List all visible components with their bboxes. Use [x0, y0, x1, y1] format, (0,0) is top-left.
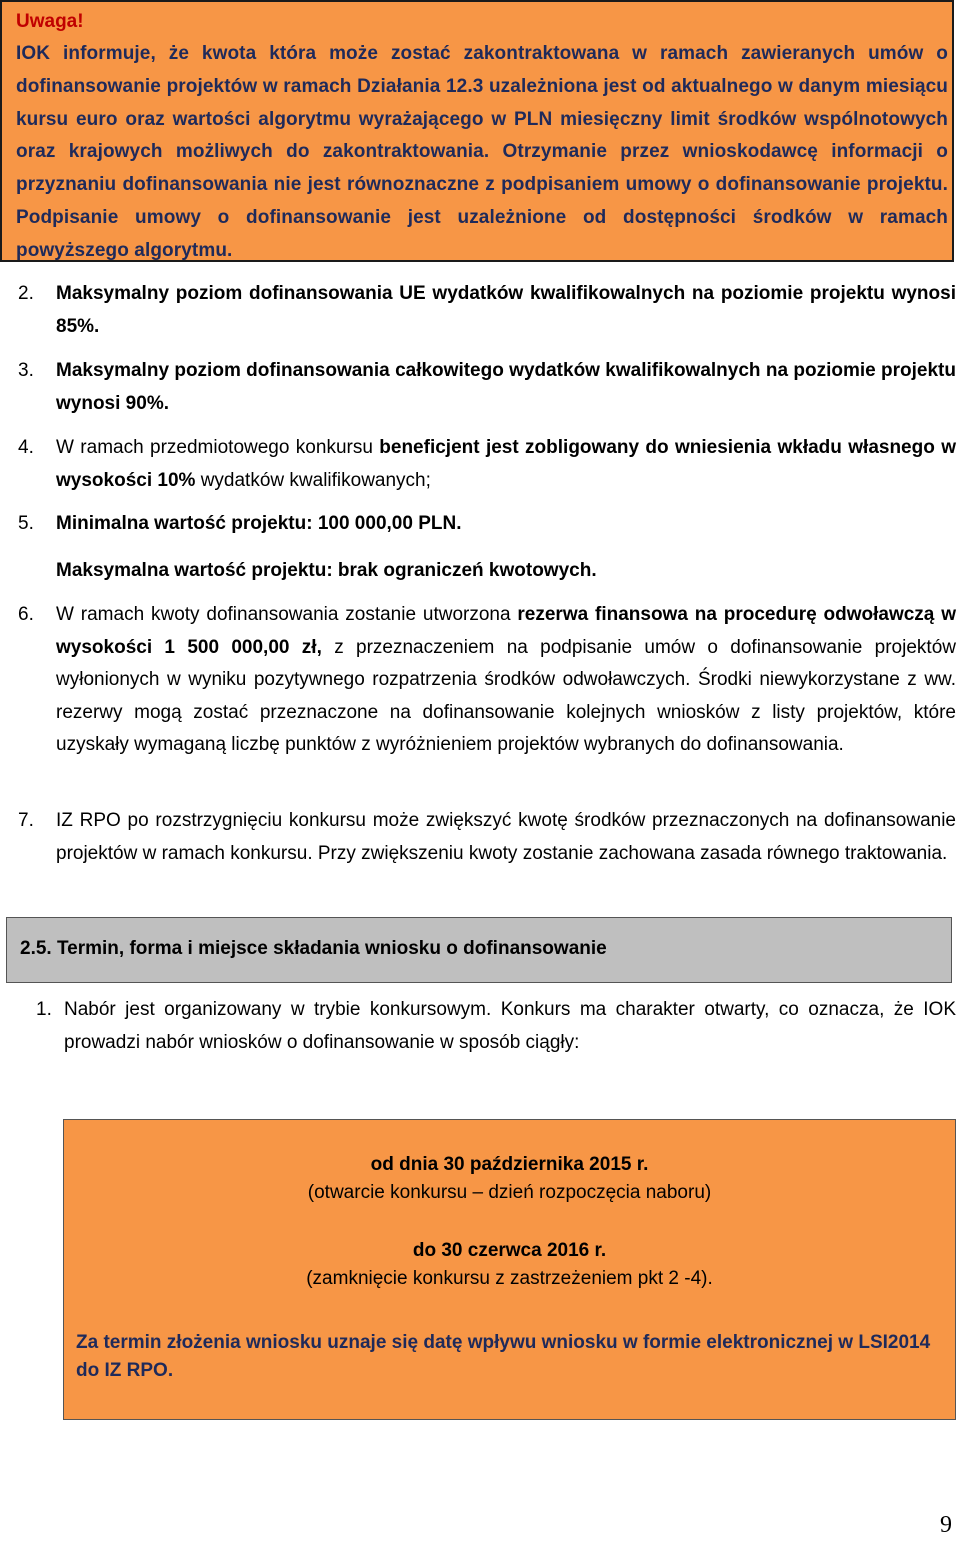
list-item-5 [18, 508, 956, 587]
max-value-text: Maksymalna wartość projektu: brak ograniczeń kwotowych. [56, 559, 597, 581]
notice-title: Uwaga! [16, 11, 84, 32]
item-number: 4. [18, 437, 34, 458]
item-text: Maksymalny poziom dofinansowania UE wydatków kwalifikowalnych na poziomie projektu wynosi 85%. [56, 283, 956, 337]
item-text-part: z przeznaczeniem na podpisanie umów o dofinansowanie projektów wyłonionych w wyniku pozytywnego rozpatrzenia środków odwoławczych. Środki niewykorzystane z ww. rezerwy mogą zostać przeznaczone na dofinansowanie kolejnych wniosków z listy projektów, które uzyskały wymaganą liczbę punktów z wyróżnieniem projektów wybranych do dofinansowania. [56, 636, 956, 755]
start-date: od dnia 30 października 2015 r. [370, 1154, 649, 1175]
item-text-bold: rezerwa finansowa na procedurę odwoławczą w wysokości 1 500 000,00 zł, [56, 604, 956, 658]
item-text-part: W ramach kwoty dofinansowania zostanie utworzona [56, 604, 518, 625]
dates-box [63, 1119, 956, 1420]
nabor-item [36, 994, 956, 1059]
item-text-bold: beneficjent jest zobligowany do wniesienia wkładu własnego w wysokości 10% [56, 437, 956, 491]
item-number: 2. [18, 283, 34, 304]
section-title: 2.5. Termin, forma i miejsce składania wniosku o dofinansowanie [20, 938, 607, 959]
list-item-2 [18, 278, 956, 343]
item-number: 5. [18, 513, 34, 534]
item-text: Maksymalny poziom dofinansowania całkowitego wydatków kwalifikowalnych na poziomie projektu wynosi 90%. [56, 360, 956, 414]
list-item-6 [18, 599, 956, 762]
list-item-4 [18, 432, 956, 497]
deadline-note: Za termin złożenia wniosku uznaje się datę wpływu wniosku w formie elektronicznej w LSI2014 do IZ RPO. [76, 1332, 931, 1381]
list-item-3 [18, 355, 956, 420]
section-heading-box [6, 917, 952, 983]
item-text [56, 432, 956, 497]
notice-body: IOK informuje, że kwota która może zostać zakontraktowana w ramach zawieranych umów o dofinansowanie projektów w ramach Działania 12.3 uzależniona jest od aktualnego w danym miesiącu kursu euro oraz wartości algorytmu wyrażającego w PLN miesięczny limit środków wspólnotowych oraz krajowych możliwych do zakontraktowania. Otrzymanie przez wnioskodawcę informacji o przyznaniu dofinansowania nie jest równoznaczne z podpisaniem umowy o dofinansowanie projektu. Podpisanie umowy o dofinansowanie jest uzależnione od dostępności środków w ramach powyższego algorytmu. [16, 43, 948, 261]
item-text: IZ RPO po rozstrzygnięciu konkursu może zwiększyć kwotę środków przeznaczonych na dofinansowanie projektów w ramach konkursu. Przy zwiększeniu kwoty zostanie zachowana zasada równego traktowania. [56, 810, 956, 864]
notice-box [0, 0, 954, 262]
item-number: 1. [36, 999, 52, 1020]
min-value-text: Minimalna wartość projektu: 100 000,00 PLN. [56, 513, 462, 534]
start-date-note: (otwarcie konkursu – dzień rozpoczęcia naboru) [307, 1182, 712, 1203]
item-text-part: W ramach przedmiotowego konkursu [56, 437, 380, 458]
end-date: do 30 czerwca 2016 r. [412, 1240, 607, 1261]
item-number: 3. [18, 360, 34, 381]
page-number: 9 [940, 1512, 952, 1538]
item-number: 7. [18, 810, 34, 831]
item-text [56, 599, 956, 762]
item-text: Nabór jest organizowany w trybie konkursowym. Konkurs ma charakter otwarty, co oznacza, że IOK prowadzi nabór wniosków o dofinansowanie w sposób ciągły: [64, 999, 956, 1053]
item-text-part: wydatków kwalifikowanych; [195, 469, 431, 491]
item-number: 6. [18, 604, 34, 625]
list-item-7 [18, 805, 956, 870]
end-date-note: (zamknięcie konkursu z zastrzeżeniem pkt 2 -4). [306, 1268, 713, 1289]
